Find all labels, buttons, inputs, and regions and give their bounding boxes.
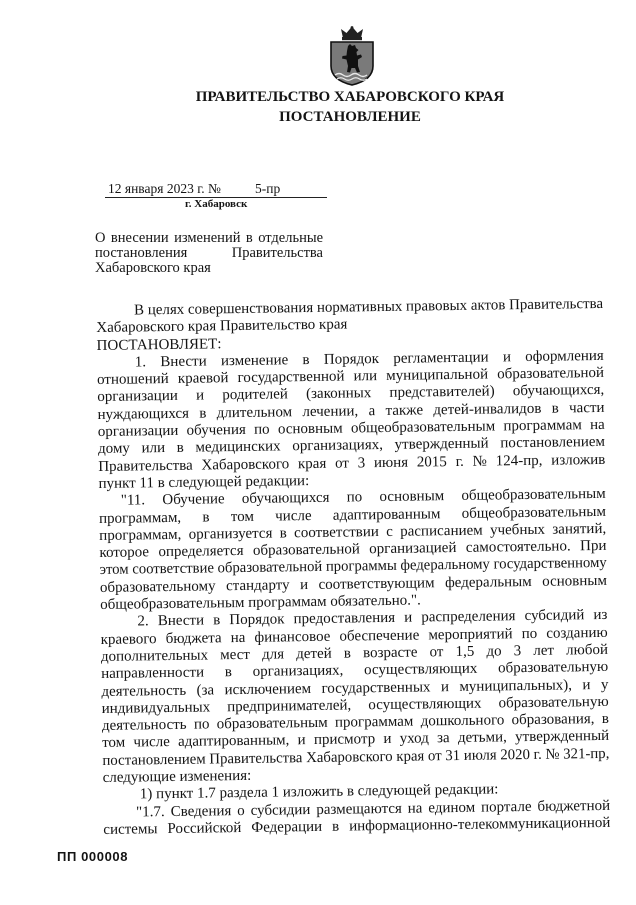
body-line: 2. Внести в Порядок предоставления и распределения субсидий из: [137, 607, 608, 630]
document-date: 12 января 2023 г.: [108, 181, 205, 196]
body-line: нуждающихся в длительном лечении, а также детей-инвалидов в части: [97, 399, 605, 423]
body-line: дому или в медицинских организациях, утвержденный постановлением: [97, 434, 606, 458]
title-line: Хабаровского края: [95, 260, 211, 276]
body-line: "11. Обучение обучающихся по основным общеобразовательным: [120, 486, 606, 509]
document-type: ПОСТАНОВЛЕНИЕ: [279, 109, 421, 125]
body-line: общеобразовательным программам обязательно.".: [100, 592, 421, 614]
body-line: В целях совершенствования нормативных правовых актов Правительства: [133, 295, 604, 319]
body-line: организации и родителей (законных представителей) обучающихся,: [97, 382, 605, 406]
body-line: индивидуальных предпринимателей, осуществляющих образовательную: [101, 693, 609, 717]
body-line: дополнительных мест для детей в возрасте от 1,5 до 3 лет любой: [100, 641, 609, 665]
title-line: постановления Правительства: [95, 245, 323, 261]
body-line: которое определяется образовательной организацией самостоятельно. При: [99, 538, 607, 562]
body-line: направленности в организациях, осуществляющих образовательную: [101, 659, 609, 683]
body-line: деятельность (за исключением государственных и муниципальных), и у: [101, 676, 609, 700]
document-number: 5-пр: [255, 181, 281, 196]
form-serial-number: ПП 000008: [57, 849, 129, 864]
body-line: организации обучения по основным общеобразовательным программам на: [97, 416, 605, 441]
number-label: №: [207, 181, 221, 196]
title-line: О внесении изменений в отдельные: [95, 230, 324, 246]
body-line: "1.7. Сведения о субсидии размещаются на едином портале бюджетной: [136, 797, 611, 821]
body-line: 1) пункт 1.7 раздела 1 изложить в следующей редакции:: [139, 781, 499, 803]
body-line: том числе адаптированным, и присмотр и уход за детьми, утвержденный: [102, 728, 610, 752]
body-line: пункт 11 в следующей редакции:: [98, 473, 310, 492]
body-line: следующие изменения:: [102, 767, 252, 786]
city: г. Хабаровск: [185, 198, 248, 210]
body-line: системы Российской Федерации в информационно-телекоммуникационной: [103, 814, 611, 838]
body-line: постановлением Правительства Хабаровского края от 31 июля 2020 г. № 321-пр,: [102, 745, 610, 769]
date-number-line: [105, 181, 327, 198]
body-line: образовательному стандарту и соответствующим федеральным основным: [99, 572, 608, 596]
document-body: [96, 296, 610, 839]
body-line: краевого бюджета на финансовое обеспечение мероприятий по созданию: [100, 624, 608, 648]
body-line: ПОСТАНОВЛЯЕТ:: [96, 335, 222, 354]
body-line: 1. Внести изменение в Порядок регламентации и оформления: [134, 347, 604, 371]
date-and-number-label: [108, 181, 221, 197]
document-title: [95, 231, 323, 276]
body-line: программам, организуется в соответствии с расписанием учебных занятий,: [99, 520, 607, 544]
body-line: программам, в том числе адаптированным общеобразовательным: [98, 503, 607, 527]
body-line: Правительства Хабаровского края от 3 июня 2015 г. № 124-пр, изложив: [98, 451, 606, 475]
coat-of-arms-icon: [327, 25, 377, 87]
body-line: отношений краевой государственной или муниципальной образовательной: [96, 365, 605, 389]
body-line: Хабаровского края Правительство края: [96, 316, 348, 337]
organization-name: ПРАВИТЕЛЬСТВО ХАБАРОВСКОГО КРАЯ: [195, 89, 505, 105]
body-line: деятельность по образовательным программам дошкольного образования, в: [101, 711, 610, 735]
body-line: этом соответствие образовательной программы федеральному государственному: [99, 555, 607, 579]
